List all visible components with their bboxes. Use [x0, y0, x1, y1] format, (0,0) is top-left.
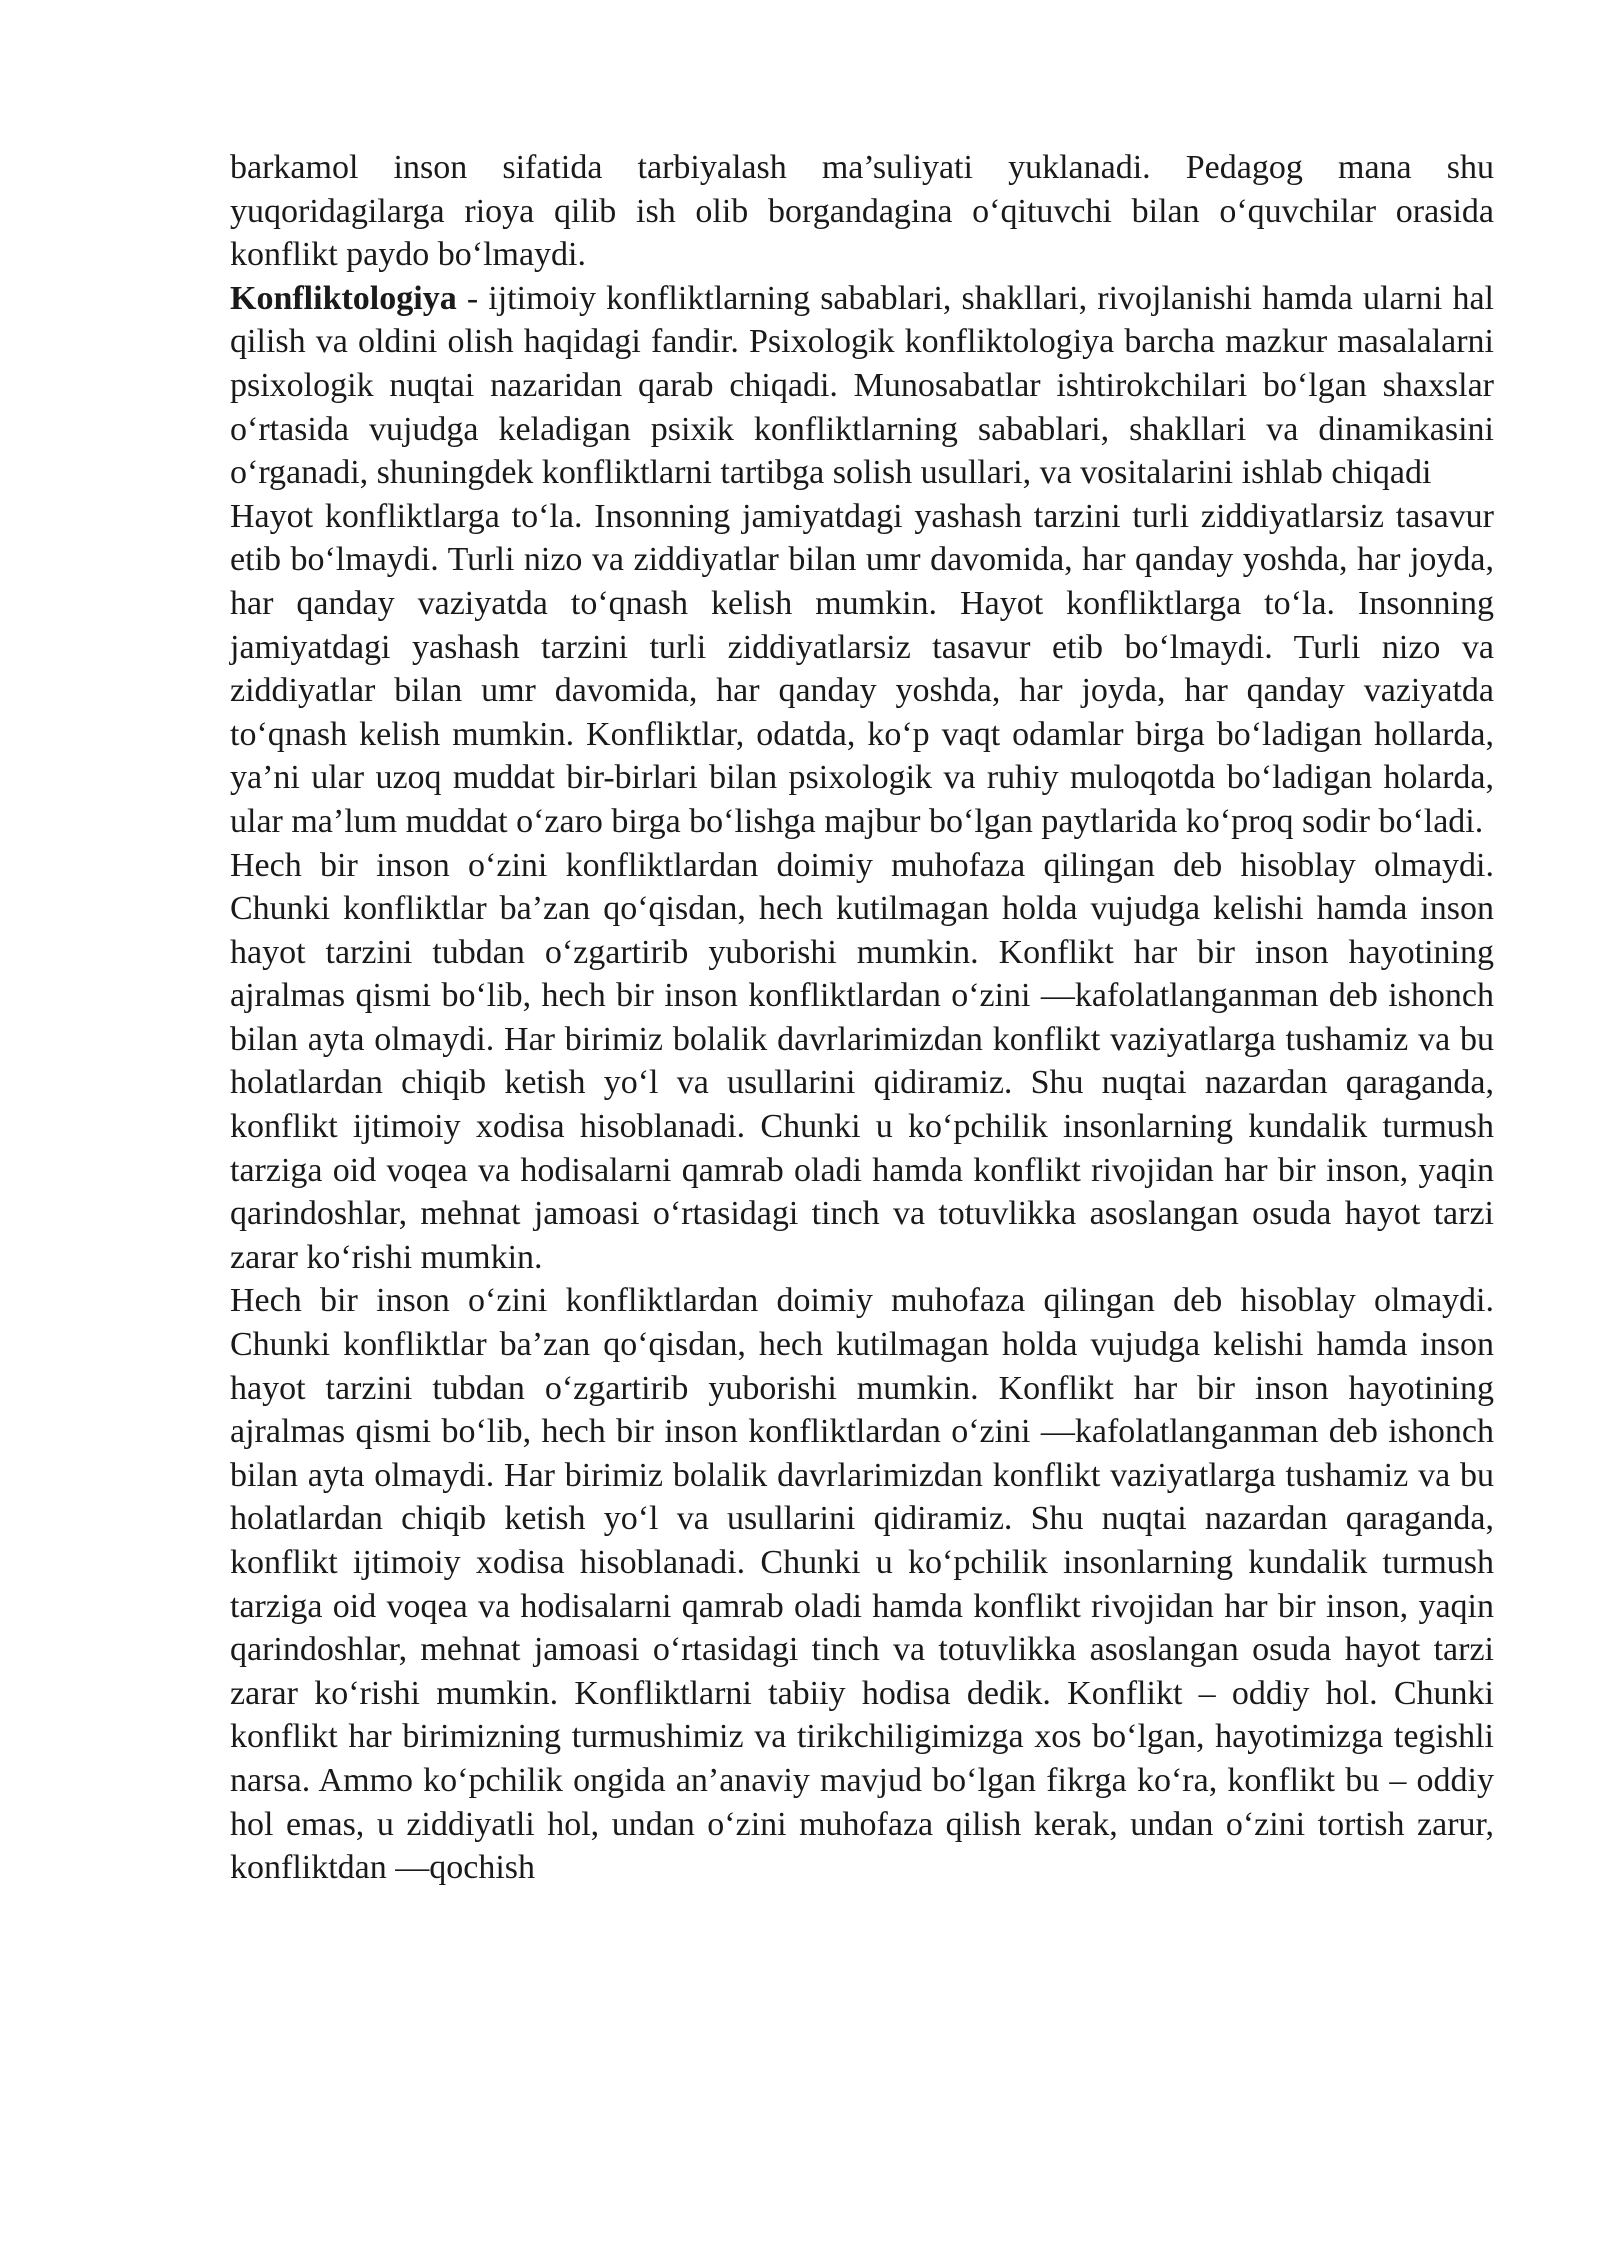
paragraph-2	[230, 277, 1494, 495]
paragraph-4-text: Hech bir inson o‘zini konfliktlardan doimiy muhofaza qilingan deb hisoblay olmaydi. Chunki konfliktlar ba’zan qo‘qisdan, hech kutilmagan holda vujudga kelishi hamda inson hayot tarzini tubdan o‘zgartirib yuborishi mumkin. Konflikt har bir inson hayotining ajralmas qismi bo‘lib, hech bir inson konfliktlardan o‘zini ―kafolatlanganman deb ishonch bilan ayta olmaydi. Har birimiz bolalik davrlarimizdan konflikt vaziyatlarga tushamiz va bu holatlardan chiqib ketish yo‘l va usullarini qidiramiz. Shu nuqtai nazardan qaraganda, konflikt ijtimoiy xodisa hisoblanadi. Chunki u ko‘pchilik insonlarning kundalik turmush tarziga oid voqea va hodisalarni qamrab oladi hamda konflikt rivojidan har bir inson, yaqin qarindoshlar, mehnat jamoasi o‘rtasidagi tinch va totuvlikka asoslangan osuda hayot tarzi zarar ko‘rishi mumkin.	[230, 846, 1494, 1276]
term-konfliktologiya: Konfliktologiya	[230, 279, 457, 317]
paragraph-3-text: Hayot konfliktlarga to‘la. Insonning jamiyatdagi yashash tarzini turli ziddiyatlarsiz tasavur etib bo‘lmaydi. Turli nizo va ziddiyatlar bilan umr davomida, har qanday yoshda, har joyda, har qanday vaziyatda to‘qnash kelish mumkin. Hayot konfliktlarga to‘la. Insonning jamiyatdagi yashash tarzini turli ziddiyatlarsiz tasavur etib bo‘lmaydi. Turli nizo va ziddiyatlar bilan umr davomida, har qanday yoshda, har joyda, har qanday vaziyatda to‘qnash kelish mumkin. Konfliktlar, odatda, ko‘p vaqt odamlar birga bo‘ladigan hollarda, ya’ni ular uzoq muddat bir-birlari bilan psixologik va ruhiy muloqotda bo‘ladigan holarda, ular ma’lum muddat o‘zaro birga bo‘lishga majbur bo‘lgan paytlarida ko‘proq sodir bo‘ladi.	[230, 497, 1494, 840]
paragraph-5-text: Hech bir inson o‘zini konfliktlardan doimiy muhofaza qilingan deb hisoblay olmaydi. Chunki konfliktlar ba’zan qo‘qisdan, hech kutilmagan holda vujudga kelishi hamda inson hayot tarzini tubdan o‘zgartirib yuborishi mumkin. Konflikt har bir inson hayotining ajralmas qismi bo‘lib, hech bir inson konfliktlardan o‘zini ―kafolatlanganman deb ishonch bilan ayta olmaydi. Har birimiz bolalik davrlarimizdan konflikt vaziyatlarga tushamiz va bu holatlardan chiqib ketish yo‘l va usullarini qidiramiz. Shu nuqtai nazardan qaraganda, konflikt ijtimoiy xodisa hisoblanadi. Chunki u ko‘pchilik insonlarning kundalik turmush tarziga oid voqea va hodisalarni qamrab oladi hamda konflikt rivojidan har bir inson, yaqin qarindoshlar, mehnat jamoasi o‘rtasidagi tinch va totuvlikka asoslangan osuda hayot tarzi zarar ko‘rishi mumkin. Konfliktlarni tabiiy hodisa dedik. Konflikt – oddiy hol. Chunki konflikt har birimizning turmushimiz va tirikchiligimizga xos bo‘lgan, hayotimizga tegishli narsa. Ammo ko‘pchilik ongida an’anaviy mavjud bo‘lgan fikrga ko‘ra, konflikt bu – oddiy hol emas, u ziddiyatli hol, undan o‘zini muhofaza qilish kerak, undan o‘zini tortish zarur, konfliktdan ―qochish	[230, 1282, 1494, 1887]
paragraph-4	[230, 844, 1494, 1280]
paragraph-1	[230, 146, 1494, 277]
paragraph-2-text: - ijtimoiy konfliktlarning sabablari, shakllari, rivojlanishi hamda ularni hal qilish va oldini olish haqidagi fandir. Psixologik konfliktologiya barcha mazkur masalalarni psixologik nuqtai nazaridan qarab chiqadi. Munosabatlar ishtirokchilari bo‘lgan shaxslar o‘rtasida vujudga keladigan psixik konfliktlarning sabablari, shakllari va dinamikasini o‘rganadi, shuningdek konfliktlarni tartibga solish usullari, va vositalarini ishlab chiqadi	[230, 279, 1494, 492]
paragraph-5	[230, 1279, 1494, 1889]
document-page	[230, 146, 1494, 1890]
paragraph-3	[230, 495, 1494, 844]
paragraph-1-text: barkamol inson sifatida tarbiyalash ma’suliyati yuklanadi. Pedagog mana shu yuqoridagilarga rioya qilib ish olib borgandagina o‘qituvchi bilan o‘quvchilar orasida konflikt paydo bo‘lmaydi.	[230, 149, 1494, 274]
